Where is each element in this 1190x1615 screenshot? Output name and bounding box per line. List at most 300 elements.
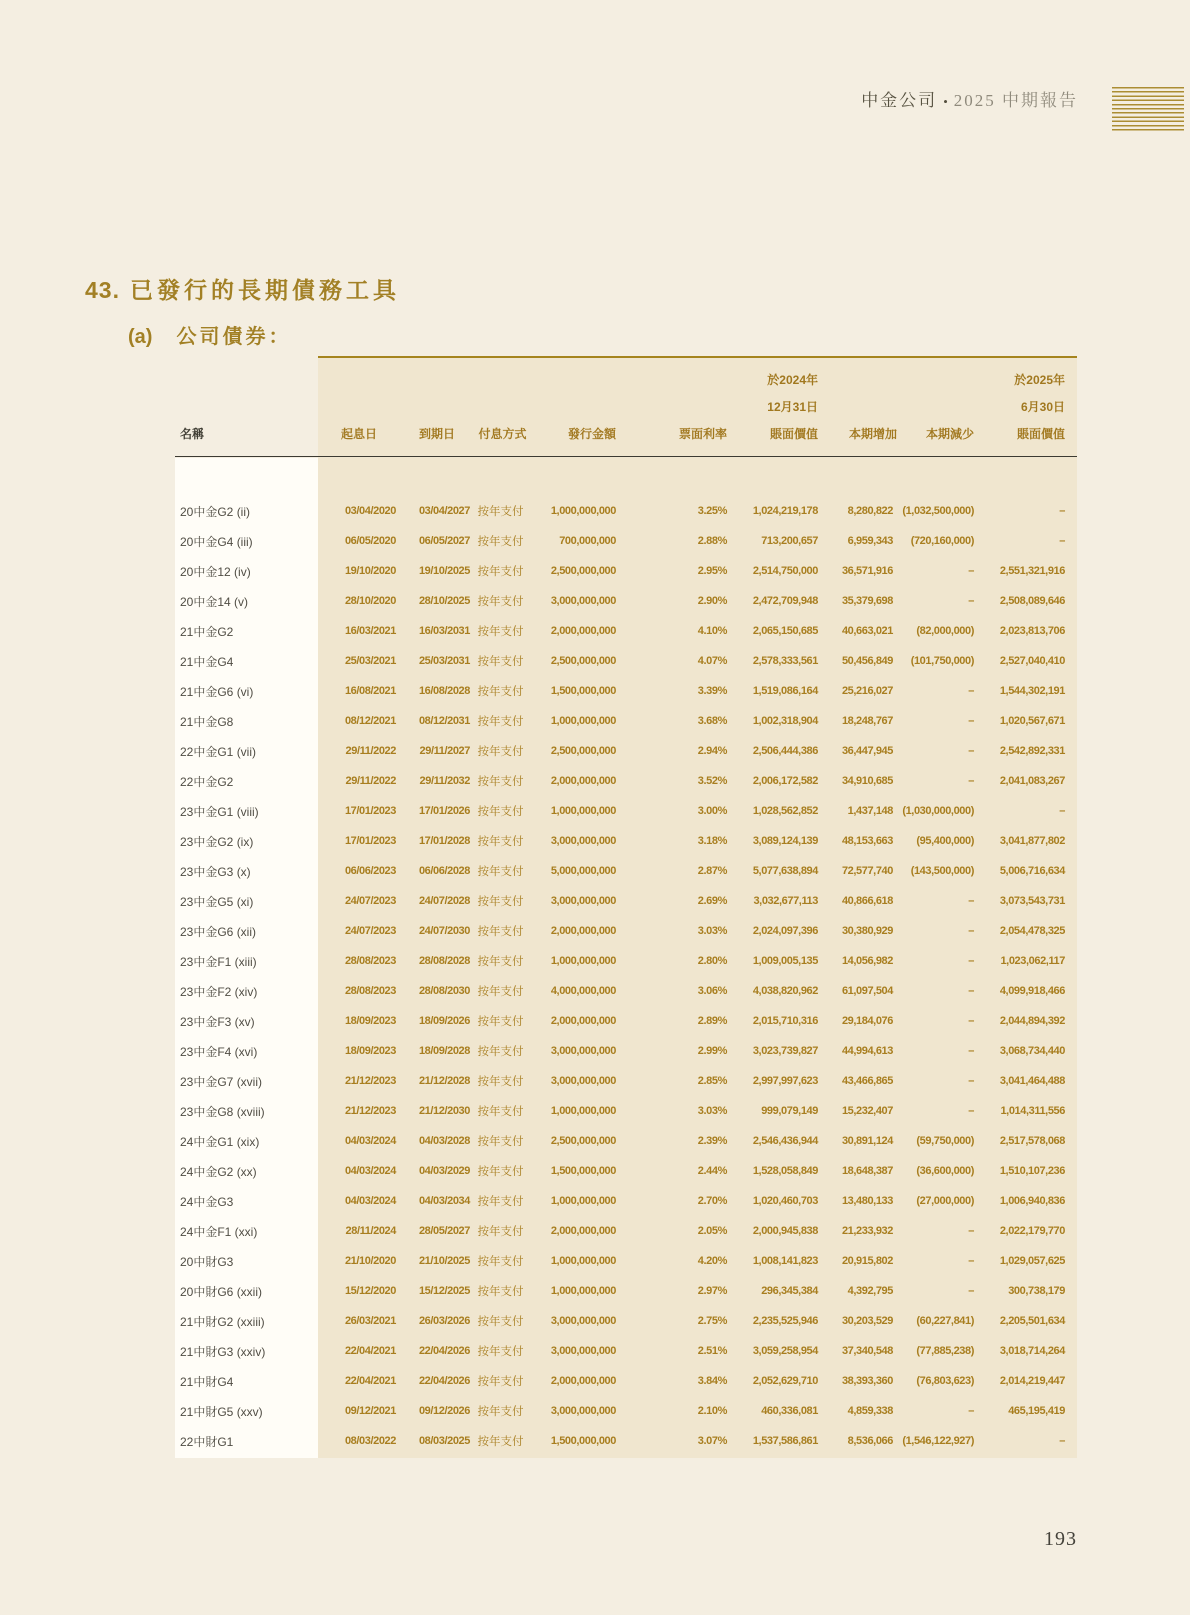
cell-name: 20中金12 (iv) [180, 564, 251, 579]
cell-coupon_rate: 4.20% [697, 1255, 727, 1267]
cell-value_date: 17/01/2023 [344, 805, 396, 817]
cell-coupon_rate: 2.75% [697, 1315, 727, 1327]
cell-coupon_rate: 2.51% [697, 1345, 727, 1357]
cell-name: 20中金G2 (ii) [180, 504, 251, 519]
cell-additions: 20,915,802 [841, 1255, 893, 1267]
separator-dot: • [943, 94, 948, 109]
cell-additions: 15,232,407 [841, 1105, 893, 1117]
cell-maturity_date: 03/04/2027 [418, 505, 470, 517]
cell-reductions: – [968, 985, 974, 997]
cell-additions: 34,910,685 [841, 775, 893, 787]
cell-maturity_date: 28/10/2025 [418, 595, 470, 607]
cell-additions: 36,571,916 [841, 565, 893, 577]
cell-additions: 30,380,929 [841, 925, 893, 937]
cell-value_date: 21/10/2020 [344, 1255, 396, 1267]
cell-value_date: 15/12/2020 [344, 1285, 396, 1297]
cell-maturity_date: 24/07/2028 [418, 895, 470, 907]
cell-carrying_value_2025: – [1059, 535, 1065, 547]
cell-coupon_rate: 2.85% [697, 1075, 727, 1087]
cell-reductions: – [968, 595, 974, 607]
cell-carrying_value_2025: 2,542,892,331 [999, 745, 1065, 757]
cell-issue_amount: 2,500,000,000 [550, 1135, 616, 1147]
cell-reductions: – [968, 775, 974, 787]
column-header-value_date: 起息日 [340, 427, 377, 441]
page-number: 193 [1044, 1528, 1077, 1550]
cell-issue_amount: 2,000,000,000 [550, 1375, 616, 1387]
cell-payment_method: 按年支付 [477, 1286, 524, 1298]
cell-carrying_value_2024: 2,024,097,396 [752, 925, 818, 937]
cell-value_date: 22/04/2021 [344, 1375, 396, 1387]
cell-carrying_value_2025: 2,517,578,068 [999, 1135, 1065, 1147]
cell-coupon_rate: 3.39% [697, 685, 727, 697]
cell-carrying_value_2025: 3,041,877,802 [999, 835, 1065, 847]
cell-carrying_value_2024: 2,997,997,623 [752, 1075, 818, 1087]
cell-value_date: 28/11/2024 [345, 1225, 396, 1237]
cell-additions: 6,959,343 [847, 535, 893, 547]
cell-carrying_value_2024: 296,345,384 [761, 1285, 818, 1297]
cell-reductions: (1,030,000,000) [902, 805, 974, 817]
cell-value_date: 18/09/2023 [344, 1045, 396, 1057]
cell-name: 23中金G5 (xi) [180, 894, 254, 909]
section-number: 43. [85, 277, 120, 303]
column-header-name: 名稱 [180, 427, 205, 441]
table-row [175, 976, 1077, 1006]
cell-issue_amount: 2,000,000,000 [550, 925, 616, 937]
cell-additions: 48,153,663 [841, 835, 893, 847]
table-header-row [175, 351, 1077, 457]
cell-carrying_value_2025: 1,006,940,836 [999, 1195, 1065, 1207]
cell-maturity_date: 21/12/2030 [418, 1105, 470, 1117]
table-row [175, 1006, 1077, 1036]
cell-name: 23中金F1 (xiii) [180, 954, 257, 969]
cell-additions: 30,203,529 [841, 1315, 893, 1327]
cell-name: 24中金G1 (xix) [180, 1134, 260, 1149]
column-header-coupon_rate: 票面利率 [678, 427, 727, 441]
cell-carrying_value_2025: 1,014,311,556 [1000, 1105, 1065, 1117]
cell-value_date: 08/12/2021 [344, 715, 396, 727]
cell-maturity_date: 15/12/2025 [418, 1285, 470, 1297]
table-row [175, 1426, 1077, 1456]
cell-coupon_rate: 3.25% [697, 505, 727, 517]
cell-additions: 43,466,865 [841, 1075, 893, 1087]
cell-name: 24中金F1 (xxi) [180, 1224, 258, 1239]
cell-additions: 61,097,504 [841, 985, 893, 997]
table-row [175, 826, 1077, 856]
cell-payment_method: 按年支付 [477, 596, 524, 608]
cell-carrying_value_2024: 4,038,820,962 [752, 985, 818, 997]
cell-additions: 1,437,148 [847, 805, 893, 817]
cell-maturity_date: 18/09/2026 [418, 1015, 470, 1027]
cell-name: 23中金G7 (xvii) [180, 1074, 263, 1089]
table-row [175, 946, 1077, 976]
cell-carrying_value_2025: 4,099,918,466 [999, 985, 1065, 997]
cell-carrying_value_2024: 999,079,149 [761, 1105, 818, 1117]
table-row [175, 1036, 1077, 1066]
cell-carrying_value_2025: 5,006,716,634 [999, 865, 1065, 877]
cell-issue_amount: 1,500,000,000 [550, 1165, 616, 1177]
cell-maturity_date: 29/11/2027 [419, 745, 470, 757]
cell-reductions: (77,885,238) [916, 1345, 974, 1357]
cell-additions: 50,456,849 [841, 655, 893, 667]
cell-carrying_value_2024: 1,528,058,849 [752, 1165, 818, 1177]
cell-issue_amount: 2,500,000,000 [550, 655, 616, 667]
cell-reductions: – [968, 955, 974, 967]
table-row [175, 916, 1077, 946]
cell-additions: 8,536,066 [847, 1435, 893, 1447]
cell-carrying_value_2024: 1,009,005,135 [752, 955, 818, 967]
cell-reductions: (143,500,000) [910, 865, 974, 877]
cell-value_date: 28/08/2023 [344, 985, 396, 997]
cell-value_date: 04/03/2024 [344, 1195, 396, 1207]
cell-payment_method: 按年支付 [477, 1076, 524, 1088]
cell-coupon_rate: 3.07% [697, 1435, 727, 1447]
cell-carrying_value_2025: 2,041,083,267 [999, 775, 1065, 787]
cell-maturity_date: 24/07/2030 [418, 925, 470, 937]
cell-reductions: (82,000,000) [916, 625, 974, 637]
cell-name: 23中金G8 (xviii) [180, 1104, 265, 1119]
cell-coupon_rate: 4.07% [697, 655, 727, 667]
cell-issue_amount: 2,000,000,000 [550, 1015, 616, 1027]
cell-carrying_value_2025: 2,205,501,634 [999, 1315, 1065, 1327]
cell-payment_method: 按年支付 [477, 686, 524, 698]
table-row [175, 496, 1077, 526]
cell-value_date: 06/05/2020 [344, 535, 396, 547]
cell-name: 21中財G2 (xxiii) [180, 1314, 265, 1329]
column-header-carrying_value_2024: 於2024年 12月31日 賬面價值 [767, 373, 818, 441]
cell-carrying_value_2024: 460,336,081 [761, 1405, 818, 1417]
cell-maturity_date: 28/08/2028 [418, 955, 470, 967]
cell-value_date: 22/04/2021 [344, 1345, 396, 1357]
cell-value_date: 19/10/2020 [344, 565, 396, 577]
cell-additions: 40,663,021 [841, 625, 893, 637]
cell-carrying_value_2024: 2,052,629,710 [752, 1375, 818, 1387]
cell-carrying_value_2025: 1,029,057,625 [999, 1255, 1065, 1267]
cell-issue_amount: 5,000,000,000 [550, 865, 616, 877]
cell-payment_method: 按年支付 [477, 776, 524, 788]
cell-maturity_date: 06/06/2028 [418, 865, 470, 877]
cell-name: 23中金F2 (xiv) [180, 984, 258, 999]
cell-reductions: – [968, 715, 974, 727]
cell-name: 21中金G6 (vi) [180, 684, 254, 699]
cell-name: 24中金G2 (xx) [180, 1164, 257, 1179]
cell-coupon_rate: 3.18% [697, 835, 727, 847]
cell-name: 23中金G1 (viii) [180, 804, 259, 819]
cell-coupon_rate: 4.10% [697, 625, 727, 637]
cell-payment_method: 按年支付 [477, 656, 524, 668]
cell-carrying_value_2025: 2,044,894,392 [999, 1015, 1065, 1027]
table-row [175, 1126, 1077, 1156]
cell-issue_amount: 700,000,000 [559, 535, 616, 547]
cell-reductions: – [968, 1285, 974, 1297]
cell-carrying_value_2024: 1,537,586,861 [752, 1435, 818, 1447]
cell-additions: 40,866,618 [841, 895, 893, 907]
cell-payment_method: 按年支付 [477, 716, 524, 728]
cell-name: 21中金G2 [180, 624, 234, 639]
cell-carrying_value_2025: 2,551,321,916 [999, 565, 1065, 577]
cell-maturity_date: 04/03/2034 [418, 1195, 470, 1207]
cell-value_date: 09/12/2021 [344, 1405, 396, 1417]
cell-coupon_rate: 2.70% [697, 1195, 727, 1207]
table-row [175, 1336, 1077, 1366]
cell-carrying_value_2025: 3,068,734,440 [999, 1045, 1065, 1057]
report-title: 2025 中期報告 [953, 91, 1078, 110]
cell-value_date: 04/03/2024 [344, 1135, 396, 1147]
cell-coupon_rate: 3.03% [697, 925, 727, 937]
cell-maturity_date: 28/05/2027 [418, 1225, 470, 1237]
table-row [175, 1216, 1077, 1246]
cell-coupon_rate: 3.52% [697, 775, 727, 787]
cell-value_date: 21/12/2023 [344, 1105, 396, 1117]
table-row [175, 1066, 1077, 1096]
column-header-issue_amount: 發行金額 [567, 427, 616, 441]
cell-payment_method: 按年支付 [477, 956, 524, 968]
cell-maturity_date: 26/03/2026 [418, 1315, 470, 1327]
cell-coupon_rate: 3.06% [697, 985, 727, 997]
cell-carrying_value_2025: 2,022,179,770 [999, 1225, 1065, 1237]
column-header-payment_method: 付息方式 [478, 427, 527, 441]
cell-value_date: 03/04/2020 [344, 505, 396, 517]
cell-carrying_value_2024: 2,578,333,561 [752, 655, 818, 667]
cell-reductions: – [968, 1255, 974, 1267]
cell-payment_method: 按年支付 [477, 836, 524, 848]
cell-maturity_date: 21/10/2025 [418, 1255, 470, 1267]
cell-reductions: (60,227,841) [916, 1315, 974, 1327]
cell-carrying_value_2025: 2,023,813,706 [999, 625, 1065, 637]
running-head [861, 86, 1078, 111]
cell-carrying_value_2024: 2,506,444,386 [752, 745, 818, 757]
table-row [175, 646, 1077, 676]
cell-value_date: 29/11/2022 [345, 745, 396, 757]
cell-reductions: – [968, 685, 974, 697]
cell-maturity_date: 04/03/2028 [418, 1135, 470, 1147]
table-row [175, 676, 1077, 706]
cell-additions: 18,648,387 [841, 1165, 893, 1177]
cell-coupon_rate: 3.03% [697, 1105, 727, 1117]
cell-payment_method: 按年支付 [477, 806, 524, 818]
cell-additions: 13,480,133 [841, 1195, 893, 1207]
company-name: 中金公司 [861, 91, 938, 110]
cell-coupon_rate: 2.94% [697, 745, 727, 757]
cell-carrying_value_2024: 1,519,086,164 [752, 685, 818, 697]
cell-additions: 14,056,982 [841, 955, 893, 967]
cell-issue_amount: 1,500,000,000 [550, 1435, 616, 1447]
section-title [85, 272, 400, 305]
cell-payment_method: 按年支付 [477, 1226, 524, 1238]
table-row [175, 1366, 1077, 1396]
cell-name: 23中金G6 (xii) [180, 924, 257, 939]
cell-additions: 4,392,795 [847, 1285, 893, 1297]
cell-additions: 38,393,360 [841, 1375, 893, 1387]
cell-payment_method: 按年支付 [477, 1196, 524, 1208]
cell-payment_method: 按年支付 [477, 1436, 524, 1448]
cell-name: 20中財G3 [180, 1254, 234, 1269]
table-row [175, 556, 1077, 586]
cell-coupon_rate: 2.87% [697, 865, 727, 877]
cell-maturity_date: 18/09/2028 [418, 1045, 470, 1057]
cell-carrying_value_2024: 2,006,172,582 [752, 775, 818, 787]
cell-coupon_rate: 2.44% [697, 1165, 727, 1177]
cell-payment_method: 按年支付 [477, 1316, 524, 1328]
cell-name: 22中財G1 [180, 1434, 234, 1449]
cell-value_date: 24/07/2023 [344, 925, 396, 937]
cell-value_date: 08/03/2022 [344, 1435, 396, 1447]
cell-payment_method: 按年支付 [477, 1016, 524, 1028]
cell-maturity_date: 19/10/2025 [418, 565, 470, 577]
cell-payment_method: 按年支付 [477, 986, 524, 998]
cell-additions: 18,248,767 [841, 715, 893, 727]
cell-issue_amount: 2,000,000,000 [550, 625, 616, 637]
cell-carrying_value_2025: – [1059, 505, 1065, 517]
cell-carrying_value_2024: 3,023,739,827 [752, 1045, 818, 1057]
cell-additions: 36,447,945 [841, 745, 893, 757]
cell-value_date: 21/12/2023 [344, 1075, 396, 1087]
cell-maturity_date: 06/05/2027 [418, 535, 470, 547]
cell-carrying_value_2024: 2,015,710,316 [752, 1015, 818, 1027]
cell-value_date: 16/08/2021 [344, 685, 396, 697]
cell-issue_amount: 1,000,000,000 [550, 1255, 616, 1267]
cell-carrying_value_2024: 2,235,525,946 [752, 1315, 818, 1327]
cell-name: 23中金F3 (xv) [180, 1014, 255, 1029]
cell-reductions: (1,546,122,927) [902, 1435, 974, 1447]
cell-reductions: (59,750,000) [916, 1135, 974, 1147]
cell-name: 23中金G3 (x) [180, 864, 251, 879]
cell-issue_amount: 2,500,000,000 [550, 565, 616, 577]
cell-carrying_value_2024: 2,546,436,944 [752, 1135, 818, 1147]
cell-carrying_value_2024: 1,020,460,703 [752, 1195, 818, 1207]
cell-carrying_value_2025: 2,527,040,410 [999, 655, 1065, 667]
cell-reductions: – [968, 1405, 974, 1417]
cell-carrying_value_2025: 1,510,107,236 [999, 1165, 1065, 1177]
cell-coupon_rate: 2.90% [697, 595, 727, 607]
cell-issue_amount: 1,000,000,000 [550, 1105, 616, 1117]
cell-coupon_rate: 2.69% [697, 895, 727, 907]
cell-payment_method: 按年支付 [477, 1046, 524, 1058]
cell-payment_method: 按年支付 [477, 896, 524, 908]
cell-issue_amount: 3,000,000,000 [550, 1075, 616, 1087]
cell-reductions: – [968, 1105, 974, 1117]
cell-maturity_date: 21/12/2028 [418, 1075, 470, 1087]
column-header-additions: 本期增加 [848, 427, 897, 441]
cell-payment_method: 按年支付 [477, 626, 524, 638]
table-row [175, 586, 1077, 616]
cell-carrying_value_2024: 3,059,258,954 [752, 1345, 818, 1357]
cell-name: 21中財G5 (xxv) [180, 1404, 263, 1419]
cell-payment_method: 按年支付 [477, 1136, 524, 1148]
cell-payment_method: 按年支付 [477, 926, 524, 938]
cell-additions: 21,233,932 [841, 1225, 893, 1237]
cell-maturity_date: 25/03/2031 [418, 655, 470, 667]
cell-coupon_rate: 2.97% [697, 1285, 727, 1297]
cell-payment_method: 按年支付 [477, 1346, 524, 1358]
cell-issue_amount: 1,000,000,000 [550, 505, 616, 517]
cell-carrying_value_2025: 3,041,464,488 [999, 1075, 1065, 1087]
table-row [175, 616, 1077, 646]
cell-coupon_rate: 2.39% [697, 1135, 727, 1147]
table-row [175, 1186, 1077, 1216]
table-row [175, 766, 1077, 796]
cell-payment_method: 按年支付 [477, 536, 524, 548]
cell-reductions: (95,400,000) [916, 835, 974, 847]
cell-coupon_rate: 3.84% [697, 1375, 727, 1387]
cell-issue_amount: 1,000,000,000 [550, 1285, 616, 1297]
column-header-carrying_value_2025: 於2025年 6月30日 賬面價值 [1014, 373, 1065, 441]
cell-maturity_date: 08/03/2025 [418, 1435, 470, 1447]
cell-name: 22中金G1 (vii) [180, 744, 257, 759]
cell-additions: 4,859,338 [847, 1405, 893, 1417]
cell-issue_amount: 1,000,000,000 [550, 805, 616, 817]
cell-maturity_date: 22/04/2026 [418, 1375, 470, 1387]
cell-maturity_date: 28/08/2030 [418, 985, 470, 997]
cell-reductions: – [968, 1075, 974, 1087]
cell-value_date: 04/03/2024 [344, 1165, 396, 1177]
table-body [175, 458, 1077, 1456]
cell-value_date: 06/06/2023 [344, 865, 396, 877]
cell-carrying_value_2025: 1,020,567,671 [999, 715, 1065, 727]
cell-issue_amount: 1,000,000,000 [550, 1195, 616, 1207]
cell-payment_method: 按年支付 [477, 1376, 524, 1388]
cell-reductions: (720,160,000) [910, 535, 974, 547]
cell-carrying_value_2024: 1,002,318,904 [752, 715, 818, 727]
cell-coupon_rate: 3.00% [697, 805, 727, 817]
cell-reductions: – [968, 745, 974, 757]
cell-maturity_date: 17/01/2026 [418, 805, 470, 817]
cell-maturity_date: 16/03/2031 [418, 625, 470, 637]
cell-carrying_value_2024: 2,514,750,000 [752, 565, 818, 577]
cell-issue_amount: 4,000,000,000 [550, 985, 616, 997]
cell-carrying_value_2024: 3,032,677,113 [753, 895, 818, 907]
cell-coupon_rate: 2.95% [697, 565, 727, 577]
cell-name: 23中金F4 (xvi) [180, 1044, 258, 1059]
cell-reductions: – [968, 1015, 974, 1027]
table-row [175, 1096, 1077, 1126]
cell-maturity_date: 22/04/2026 [418, 1345, 470, 1357]
cell-value_date: 16/03/2021 [344, 625, 396, 637]
cell-value_date: 29/11/2022 [345, 775, 396, 787]
cell-payment_method: 按年支付 [477, 1166, 524, 1178]
cell-coupon_rate: 2.89% [697, 1015, 727, 1027]
cell-carrying_value_2025: – [1059, 1435, 1065, 1447]
cell-carrying_value_2024: 3,089,124,139 [752, 835, 818, 847]
cell-carrying_value_2025: – [1059, 805, 1065, 817]
cell-value_date: 24/07/2023 [344, 895, 396, 907]
cell-reductions: – [968, 565, 974, 577]
cell-carrying_value_2025: 1,544,302,191 [999, 685, 1065, 697]
cell-carrying_value_2025: 2,054,478,325 [999, 925, 1065, 937]
cell-coupon_rate: 2.10% [697, 1405, 727, 1417]
cell-reductions: – [968, 925, 974, 937]
cell-issue_amount: 3,000,000,000 [550, 1045, 616, 1057]
cell-carrying_value_2025: 1,023,062,117 [1000, 955, 1065, 967]
cell-issue_amount: 1,000,000,000 [550, 715, 616, 727]
cell-payment_method: 按年支付 [477, 1106, 524, 1118]
cell-reductions: (36,600,000) [916, 1165, 974, 1177]
cell-coupon_rate: 3.68% [697, 715, 727, 727]
section-title-text: 已發行的長期債務工具 [129, 277, 400, 303]
cell-reductions: – [968, 1225, 974, 1237]
column-header-maturity_date: 到期日 [418, 427, 455, 441]
cell-value_date: 28/08/2023 [344, 955, 396, 967]
cell-payment_method: 按年支付 [477, 746, 524, 758]
cell-maturity_date: 04/03/2029 [418, 1165, 470, 1177]
table-row [175, 526, 1077, 556]
table-row [175, 856, 1077, 886]
cell-value_date: 17/01/2023 [344, 835, 396, 847]
cell-payment_method: 按年支付 [477, 1256, 524, 1268]
cell-issue_amount: 3,000,000,000 [550, 1345, 616, 1357]
cell-carrying_value_2024: 1,024,219,178 [752, 505, 818, 517]
cell-carrying_value_2024: 1,028,562,852 [752, 805, 818, 817]
cell-additions: 25,216,027 [841, 685, 893, 697]
